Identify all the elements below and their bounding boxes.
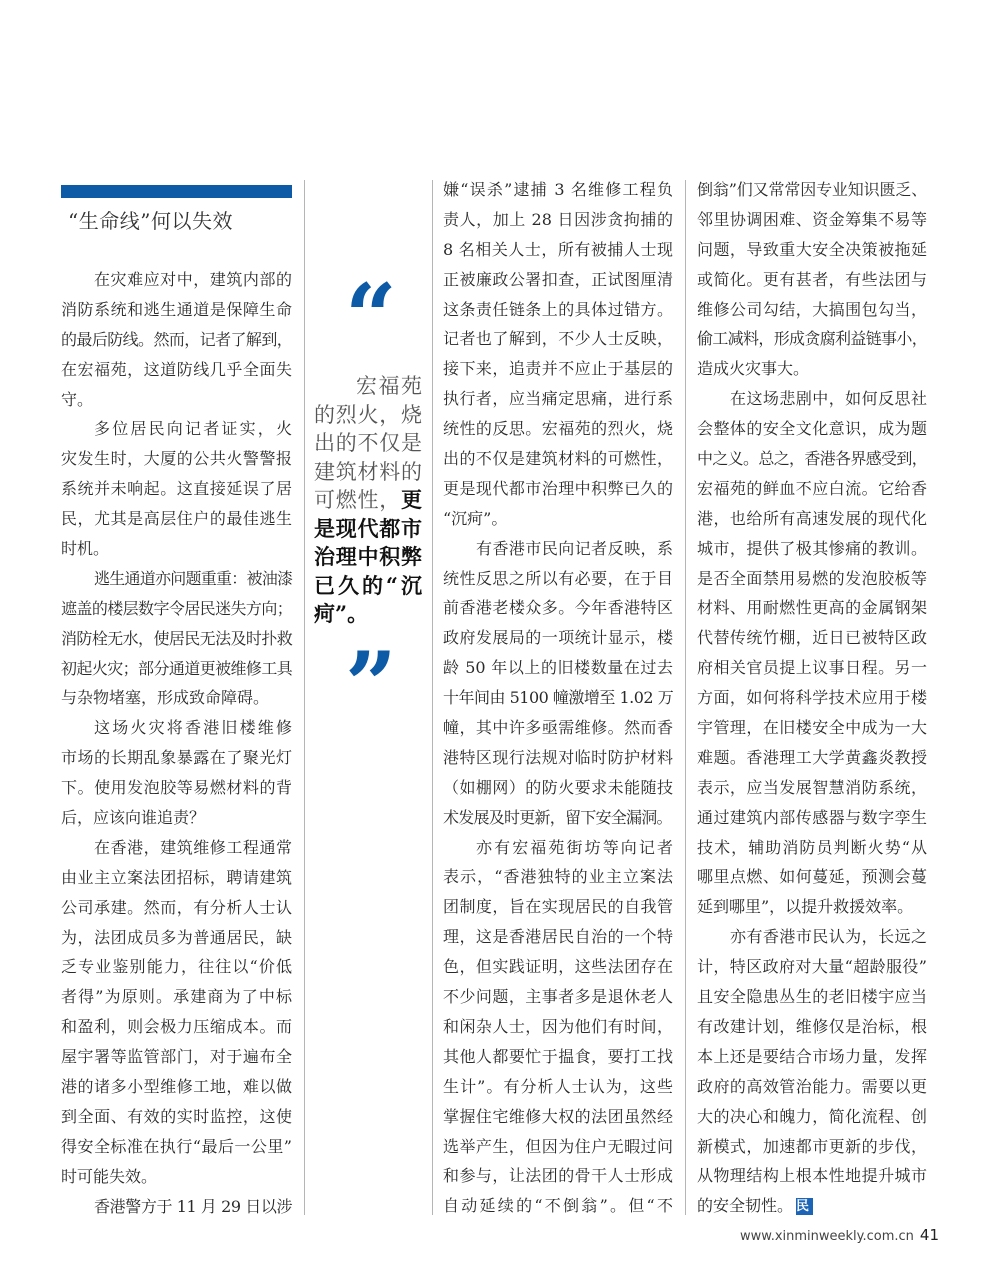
paragraph [61, 265, 292, 414]
text-line: 执行者，应当痛定思痛，进行系 [443, 389, 673, 409]
text-line: 消防系统和逃生通道是保障生命 [61, 299, 292, 319]
text-line: 在宏福苑，这道防线几乎全面失 [61, 359, 292, 379]
pull-quote [314, 372, 422, 629]
text-line: 消防栓无水，使居民无法及时扑救 [61, 628, 292, 648]
text-line: 色，但实践证明，这些法团存在 [443, 957, 673, 977]
paragraph [697, 922, 927, 1221]
text-line: 由业主立案法团招标，聘请建筑 [61, 867, 292, 887]
text-line: 偷工减料，形成贪腐利益链事小， [697, 329, 927, 349]
text-line: 屋宇署等监管部门，对于遍布全 [61, 1047, 292, 1067]
close-quote-mark-icon: ” [345, 632, 397, 738]
column-divider [685, 180, 686, 1215]
column-divider [432, 180, 433, 1215]
section-accent-bar [61, 185, 292, 198]
text-line: 系统并未响起。这直接延误了居 [61, 479, 292, 499]
text-line: 府相关官员提上议事日程。另一 [697, 658, 927, 678]
text-line: 多位居民向记者证实，火 [94, 419, 292, 439]
section-heading: “生命线”何以失效 [68, 209, 233, 233]
text-line: 得安全标准在执行“最后一公里” [61, 1136, 292, 1156]
text-line: 这条责任链条上的具体过错方。 [443, 299, 673, 319]
text-line: 表示，“香港独特的业主立案法 [443, 867, 673, 887]
text-line: 选举产生，但因为住户无暇过问 [443, 1136, 673, 1156]
text-line: 术发展及时更新，留下安全漏洞。 [443, 807, 672, 827]
text-line: 幢，其中许多亟需维修。然而香 [443, 718, 673, 738]
text-line: 亦有香港市民认为，长远之 [730, 927, 927, 947]
page-footer [740, 1226, 939, 1244]
text-line: 港，也给所有高速发展的现代化 [697, 508, 927, 528]
text-line: 为，法团成员多为普通居民，缺 [61, 927, 292, 947]
text-line: 从物理结构上根本性地提升城市 [697, 1166, 927, 1186]
text-line: 宇管理，在旧楼安全中成为一大 [697, 718, 927, 738]
text-line: 守。 [61, 389, 94, 409]
text-line: 本上还是要结合市场力量，发挥 [697, 1046, 927, 1066]
text-line: 计，特区政府对大量“超龄服役” [697, 957, 927, 977]
text-line: 通过建筑内部传感器与数字孪生 [697, 807, 927, 827]
text-line: 生计”。有分析人士认为，这些 [443, 1076, 673, 1096]
text-line: 港特区现行法规对临时防护材料 [443, 747, 673, 767]
text-line: 者得”为原则。承建商为了中标 [61, 987, 292, 1007]
text-line: 灾发生时，大厦的公共火警警报 [61, 449, 292, 469]
text-line: 造成火灾事大。 [697, 359, 810, 379]
text-line: “沉疴”。 [443, 508, 508, 528]
text-line: 的最后防线。然而，记者了解到， [61, 329, 292, 349]
text-line: 在灾难应对中，建筑内部的 [94, 270, 292, 289]
text-line: 团制度，旨在实现居民的自我管 [443, 897, 673, 917]
text-line: 时可能失效。 [61, 1166, 158, 1186]
text-line: 统性的反思。宏福苑的烈火，烧 [443, 419, 673, 439]
article-column-1 [61, 265, 292, 1222]
text-line: 接下来，追责并不应止于基层的 [443, 359, 673, 379]
text-line: 后，应该向谁追责？ [61, 808, 206, 828]
text-line: （如棚网）的防火要求未能随技 [443, 777, 673, 797]
text-line: 在香港，建筑维修工程通常 [94, 837, 292, 857]
paragraph [61, 564, 292, 713]
text-line: 正被廉政公署扣查，正试图厘清 [443, 269, 673, 289]
text-line: 亦有宏福苑街坊等向记者 [476, 837, 673, 857]
text-line: 市场的长期乱象暴露在了聚光灯 [61, 748, 292, 768]
paragraph [697, 384, 927, 922]
text-line: 新模式，加速都市更新的步伐， [697, 1136, 927, 1156]
text-line: 港的诸多小型维修工地，难以做 [61, 1077, 292, 1097]
text-line: 8 名相关人士，所有被捕人士现 [443, 239, 673, 259]
text-line: 民，尤其是高层住户的最佳逃生 [61, 509, 292, 529]
text-line: 自动延续的“不倒翁”。但“不 [443, 1196, 673, 1216]
text-line: 香港警方于 11 月 29 日以涉 [94, 1196, 292, 1216]
text-line: 维修公司勾结，大搞围包勾当， [697, 299, 927, 319]
text-line: 有香港市民向记者反映，系 [476, 538, 673, 558]
paragraph [61, 1192, 292, 1222]
paragraph [443, 175, 673, 534]
text-line: 时机。 [61, 539, 110, 559]
text-line: 出的不仅是建筑材料的可燃性， [443, 449, 673, 469]
text-line: 中之义。总之，香港各界感受到， [697, 449, 927, 469]
text-line: 难题。香港理工大学黄鑫炎教授 [697, 747, 927, 767]
article-column-3 [697, 175, 927, 1221]
text-line: 和盈利，则会极力压缩成本。而 [61, 1017, 292, 1037]
text-line: 初起火灾；部分通道更被维修工具 [61, 658, 292, 678]
text-line: 政府发展局的一项统计显示，楼 [443, 628, 673, 648]
paragraph [443, 833, 673, 1222]
text-line: 更是现代都市治理中积弊已久的 [443, 478, 673, 498]
text-line: 哪里点燃、如何蔓延，预测会蔓 [697, 867, 927, 887]
text-line: 问题，导致重大安全决策被拖延 [697, 239, 927, 259]
text-line: 逃生通道亦问题重重：被油漆 [94, 568, 293, 588]
text-line: 这场火灾将香港旧楼维修 [94, 718, 292, 738]
text-line: 与杂物堵塞，形成致命障碍。 [61, 688, 270, 708]
text-line: 不少问题，主事者多是退休老人 [443, 987, 673, 1007]
paragraph [443, 534, 673, 833]
paragraph [61, 833, 292, 1192]
text-line: 其他人都要忙于揾食，要打工找 [443, 1046, 673, 1066]
text-line: 下。使用发泡胶等易燃材料的背 [61, 778, 292, 798]
text-line: 嫌“误杀”逮捕 3 名维修工程负 [443, 180, 673, 199]
text-line: 技术，辅助消防员判断火势“从 [697, 837, 927, 857]
text-line: 龄 50 年以上的旧楼数量在过去 [443, 658, 673, 678]
text-line: 责人，加上 28 日因涉贪拘捕的 [443, 209, 673, 229]
text-line: 和参与，让法团的骨干人士形成 [443, 1166, 673, 1186]
text-line: 材料、用耐燃性更高的金属钢架 [697, 598, 927, 618]
text-line: 统性反思之所以有必要，在于目 [443, 568, 673, 588]
text-line: 或简化。更有甚者，有些法团与 [697, 269, 927, 289]
text-line: 政府的高效管治能力。需要以更 [697, 1076, 927, 1096]
text-line: 且安全隐患丛生的老旧楼宇应当 [697, 987, 927, 1007]
text-line: 遮盖的楼层数字令居民迷失方向； [61, 598, 292, 618]
open-quote-mark-icon: “ [345, 264, 397, 370]
pull-quote-text: 宏福苑的烈火，烧出的不仅是建筑材料的可燃性， [314, 374, 422, 512]
article-column-2 [443, 175, 673, 1221]
text-line: 和闲杂人士，因为他们有时间， [443, 1016, 673, 1036]
text-line: 宏福苑的鲜血不应白流。它给香 [697, 478, 927, 498]
text-line: 有改建计划，维修仅是治标，根 [697, 1016, 927, 1036]
text-line: 表示，应当发展智慧消防系统， [697, 777, 927, 797]
text-line: 邻里协调困难、资金筹集不易等 [697, 209, 927, 229]
pull-quote-emphasis: 更是现代都市治理中积弊已久的“沉疴”。 [314, 487, 422, 626]
text-line: 的安全韧性。 民 [697, 1191, 927, 1221]
text-line: 城市，提供了极其惨痛的教训。 [697, 538, 927, 558]
text-line: 方面，如何将科学技术应用于楼 [697, 688, 927, 708]
text-line: 是否全面禁用易燃的发泡胶板等 [697, 568, 927, 588]
text-line: 十年间由 5100 幢激增至 1.02 万 [443, 688, 674, 708]
text-line: 代替传统竹棚，近日已被特区政 [697, 628, 927, 648]
paragraph [61, 414, 292, 563]
text-line: 倒翁”们又常常因专业知识匮乏、 [697, 180, 927, 199]
text-line: 公司承建。然而，有分析人士认 [61, 897, 292, 917]
text-line: 理，这是香港居民自治的一个特 [443, 927, 673, 947]
column-divider [304, 180, 305, 1215]
text-line: 记者也了解到，不少人士反映， [443, 329, 673, 349]
text-line: 乏专业鉴别能力，往往以“价低 [61, 957, 292, 977]
page-number: 41 [919, 1226, 940, 1244]
paragraph [61, 713, 292, 833]
paragraph [697, 175, 927, 384]
text-line: 延到哪里”，以提升救援效率。 [697, 897, 914, 917]
website-url: www.xinminweekly.com.cn [740, 1229, 914, 1244]
text-line: 会整体的安全文化意识，成为题 [697, 419, 927, 439]
end-mark-logo-icon: 民 [796, 1198, 813, 1215]
text-line: 大的决心和魄力，简化流程、创 [697, 1106, 927, 1126]
text-line: 到全面、有效的实时监控，这使 [61, 1106, 292, 1126]
text-line: 前香港老楼众多。今年香港特区 [443, 598, 673, 618]
text-line: 在这场悲剧中，如何反思社 [730, 389, 927, 409]
text-line: 掌握住宅维修大权的法团虽然经 [443, 1106, 673, 1126]
